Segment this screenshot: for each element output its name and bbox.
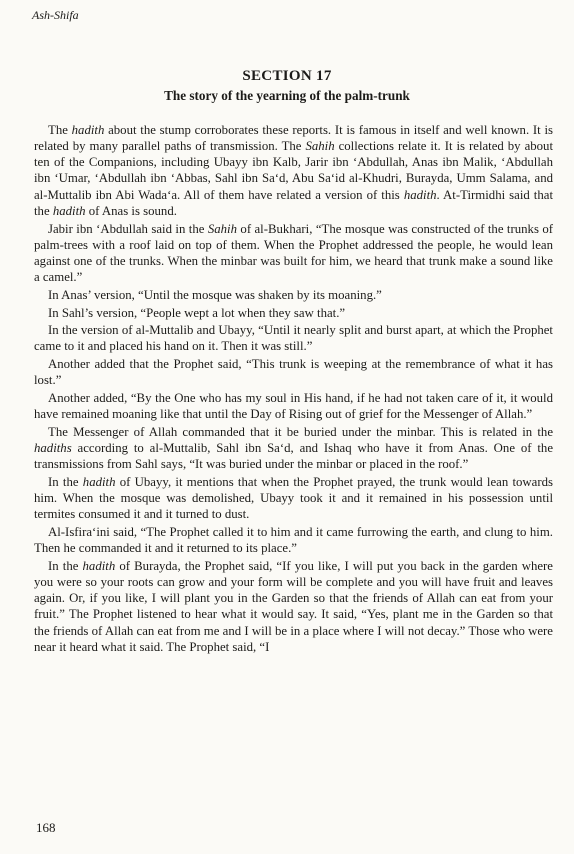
paragraph bbox=[34, 122, 553, 219]
text-run: In the bbox=[48, 559, 83, 573]
text-run: according to al-Muttalib, Sahl ibn Sa‘d, and Ishaq who have it from Anas. One of the transmissions from Sahl says, “It was buried under the minbar or placed in the roof.” bbox=[34, 441, 553, 472]
text-run: Another added that the Prophet said, “This trunk is weeping at the remembrance of what it has lost.” bbox=[34, 357, 553, 388]
text-run: Al-Isfira‘ini said, “The Prophet called it to him and it came furrowing the earth, and clung to him. Then he commanded it and it returned to its place.” bbox=[34, 525, 553, 556]
running-head: Ash-Shifa bbox=[32, 8, 79, 22]
body-text bbox=[34, 122, 553, 655]
text-run: Jabir ibn ‘Abdullah said in the bbox=[48, 221, 208, 236]
italic-term: hadith bbox=[71, 123, 105, 137]
text-run: . At-Tirmidhi said that the bbox=[34, 187, 554, 218]
paragraph bbox=[34, 287, 553, 303]
italic-term: Sahih bbox=[305, 139, 335, 154]
section-title: SECTION 17 bbox=[242, 68, 332, 84]
text-run: In the bbox=[48, 475, 83, 490]
italic-term: hadiths bbox=[34, 441, 72, 456]
paragraph bbox=[34, 356, 553, 388]
text-run: The Messenger of Allah commanded that it be buried under the minbar. This is related in the bbox=[48, 424, 553, 439]
paragraph bbox=[34, 474, 553, 522]
paragraph bbox=[34, 424, 553, 472]
paragraph bbox=[34, 305, 553, 321]
text-run: In Sahl’s version, “People wept a lot when they saw that.” bbox=[48, 305, 346, 320]
paragraph bbox=[34, 322, 553, 354]
italic-term: hadith bbox=[403, 187, 437, 202]
italic-term: hadith bbox=[52, 203, 86, 218]
text-run: of Ubayy, it mentions that when the Prophet prayed, the trunk would lean towards him. When the mosque was demolished, Ubayy took it and it remained in his possession until termites consumed it and it turned to dust. bbox=[34, 475, 553, 522]
paragraph bbox=[34, 524, 553, 556]
text-run: of Anas is sound. bbox=[85, 203, 177, 218]
paragraph bbox=[34, 221, 553, 286]
text-run: The bbox=[48, 123, 72, 137]
section-subtitle: The story of the yearning of the palm-trunk bbox=[164, 88, 410, 103]
text-run: In the version of al-Muttalib and Ubayy, “Until it nearly split and burst apart, at which the Prophet came to it and placed his hand on it. Then it was still.” bbox=[34, 323, 553, 354]
text-run: of Burayda, the Prophet said, “If you like, I will put you back in the garden where you were so your roots can grow and your form will be complete and you will have fruit and leaves again. Or, if you like, I will plant you in the Garden so that the friends of Allah can eat from your fruit.” The Prophet listened to hear what it would say. It said, “Yes, plant me in the Garden so that the friends of Allah can eat from me and I will be in a place where I will not decay.” Those who were near it heard what it said. The Prophet said, “I bbox=[34, 559, 553, 654]
text-run: about the stump corroborates these reports. It is famous in itself and well known. It is related by many parallel paths of transmission. The bbox=[34, 123, 553, 154]
italic-term: Sahih bbox=[207, 221, 237, 236]
italic-term: hadith bbox=[82, 559, 116, 573]
italic-term: hadith bbox=[82, 475, 116, 490]
paragraph bbox=[34, 390, 553, 422]
text-run: of al-Bukhari, “The mosque was constructed of the trunks of palm-trees with a roof laid on top of them. When the Prophet addressed the people, he would lean against one of the trunks. When the minbar was built for him, we heard that trunk make a sound like a camel.” bbox=[34, 221, 553, 284]
page-number: 168 bbox=[36, 820, 56, 835]
text-run: collections relate it. It is related by about ten of the Companions, including Ubayy ibn Kalb, Jarir ibn ‘Abdullah, Anas ibn Malik, ‘Abdullah ibn ‘Umar, ‘Abdullah ibn ‘Abbas, Sahl ibn Sa‘d, Abu Sa‘id al-Khudri, Burayda, Umm Salama, and al-Muttalib ibn Abi Wada‘a. All of them have related a version of this bbox=[34, 139, 553, 202]
text-run: Another added, “By the One who has my soul in His hand, if he had not taken care of it, it would have remained moaning like that until the Day of Rising out of grief for the Messenger of Allah.” bbox=[34, 391, 553, 422]
text-run: In Anas’ version, “Until the mosque was shaken by its moaning.” bbox=[48, 287, 382, 302]
paragraph bbox=[34, 558, 553, 655]
